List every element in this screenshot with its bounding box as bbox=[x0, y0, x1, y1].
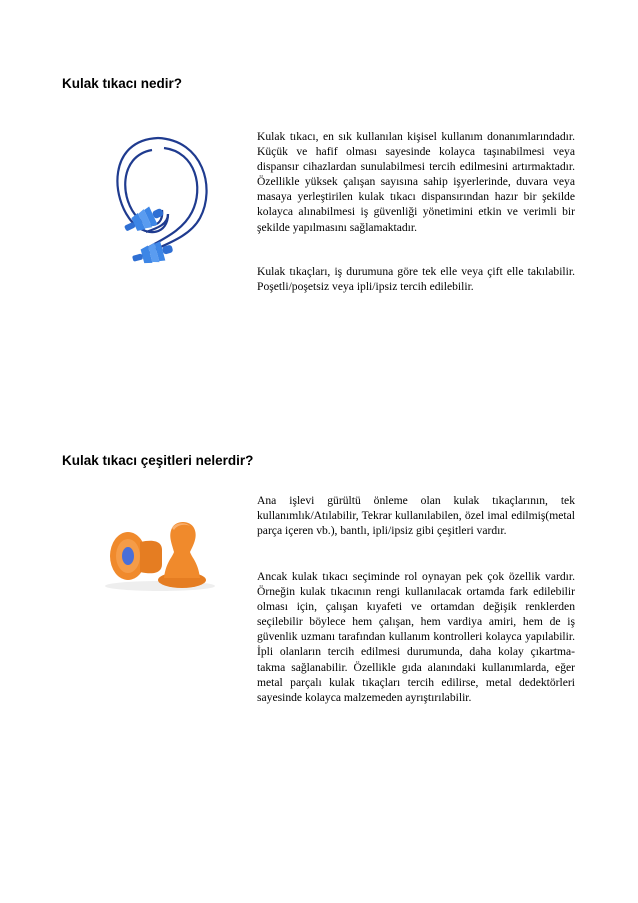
section-heading-what-is-earplug: Kulak tıkacı nedir? bbox=[62, 76, 183, 91]
section2-paragraph-2: Ancak kulak tıkacı seçiminde rol oynayan pek çok özellik vardır. Örneğin kulak tıkacının rengi kullanılacak ortamda fark edilebilir olması için, çalışan kıyafeti ve ortamdan değişik renklerden seçilebilir böylece hem çalışan, hem vardiya amiri, hem de iş güvenlik uzmanı tarafından kullanım kontrolleri kolayca yapılabilir. İpli olanların tercih edilmesi durumunda, daha kolay çıkartma-takma sağlanabilir. Özellikle gıda alanındaki kullanımlarda, eğer metal parçalı kulak tıkaçları tercih edilirse, metal dedektörleri sayesinde kolayca malzemeden ayrıştırılabilir. bbox=[257, 570, 575, 704]
corded-earplugs-icon bbox=[88, 128, 228, 278]
orange-earplugs-icon bbox=[100, 514, 230, 594]
section1-paragraph-2: Kulak tıkaçları, iş durumuna göre tek elle veya çift elle takılabilir. Poşetli/poşetsiz veya ipli/ipsiz tercih edilebilir. bbox=[257, 265, 575, 294]
section-heading-earplug-types: Kulak tıkacı çeşitleri nelerdir? bbox=[62, 453, 254, 468]
section2-paragraph-1: Ana işlevi gürültü önleme olan kulak tıkaçlarının, tek kullanımlık/Atılabilir, Tekrar kullanılabilen, özel imal edilmiş(metal parça içeren vb.), bantlı, ipli/ipsiz gibi çeşitleri vardır. bbox=[257, 494, 575, 538]
section1-paragraph-1: Kulak tıkacı, en sık kullanılan kişisel kullanım donanımlarındadır. Küçük ve hafif olması sayesinde kolayca taşınabilmesi veya dispansır cihazlardan sunulabilmesi tercih edilmesini artırmaktadır. Özellikle yüksek çalışan sayısına sahip işyerlerinde, duvara veya masaya yerleştirilen kulak tıkacı dispansırından hazır bir şekilde kolayca alınabilmesi iş güvenliği yönetimini etkin ve verimli bir şekilde yapılmasını sağlamaktadır. bbox=[257, 130, 575, 234]
